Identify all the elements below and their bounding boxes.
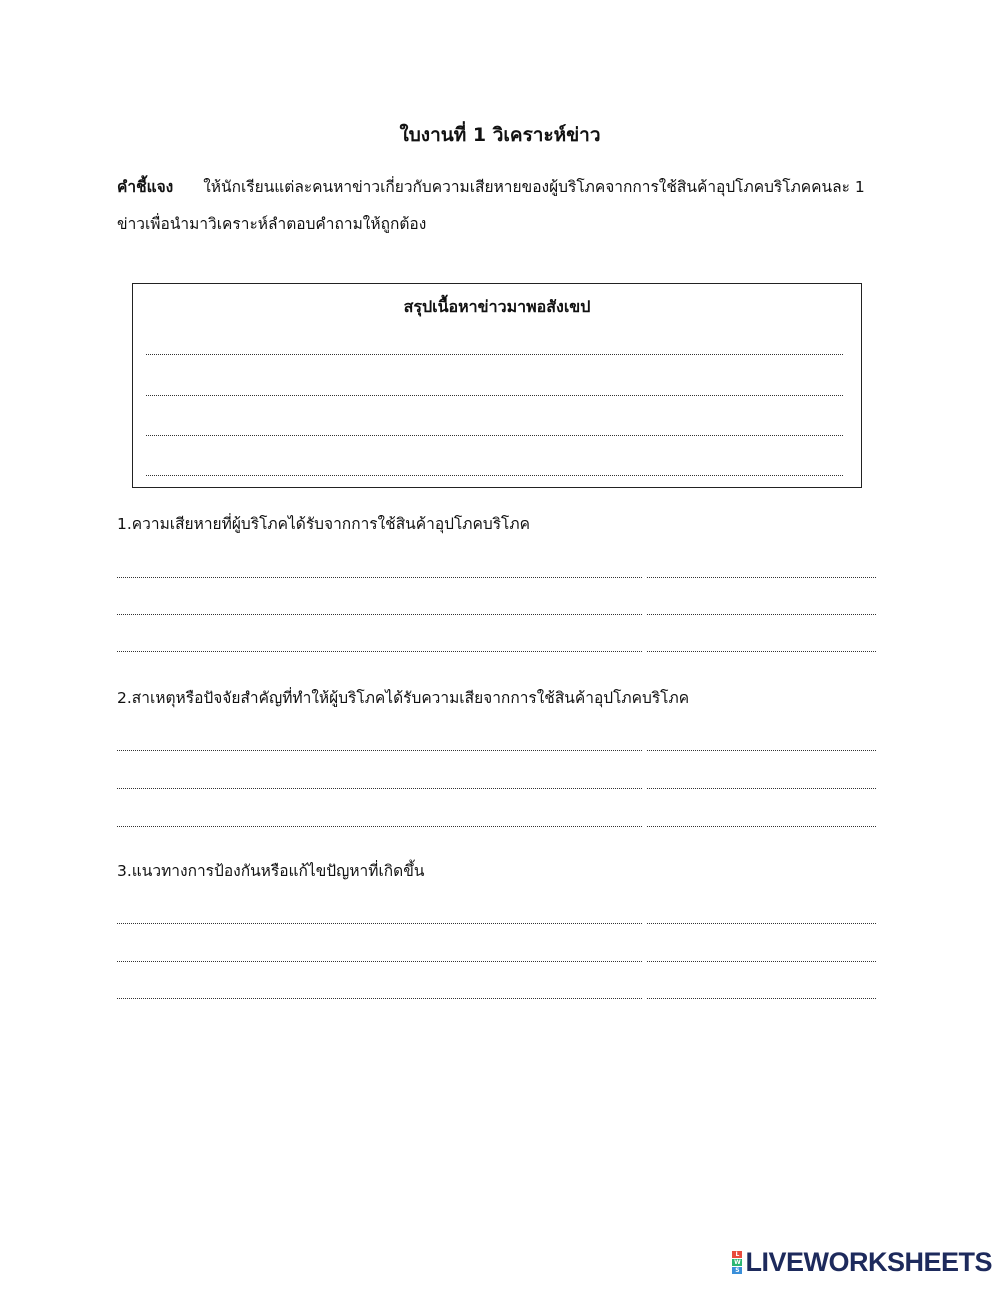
question-3-answer-line-2[interactable]: [117, 961, 876, 962]
worksheet-title: ใบงานที่ 1 วิเคราะห์ข่าว: [399, 124, 601, 146]
question-2-answer-line-2[interactable]: [117, 788, 876, 789]
question-3-answer-line-3[interactable]: [117, 998, 876, 999]
question-3-answer-line-1[interactable]: [117, 923, 876, 924]
logo-wordmark: LIVEWORKSHEETS: [745, 1247, 992, 1277]
question-1-answer-line-2[interactable]: [117, 614, 876, 615]
summary-answer-line-1[interactable]: [146, 354, 843, 355]
summary-answer-line-4[interactable]: [146, 475, 843, 476]
logo-block-l: L: [732, 1251, 742, 1258]
question-1-answer-line-3[interactable]: [117, 651, 876, 652]
instructions-line-2: ข่าวเพื่อนำมาวิเคราะห์ลำตอบคำถามให้ถูกต้อง: [117, 215, 427, 233]
logo-block-w: W: [734, 1258, 741, 1266]
question-1-label: 1.ความเสียหายที่ผู้บริโภคได้รับจากการใช้สินค้าอุปโภคบริโภค: [117, 515, 530, 533]
question-1-answer-line-1[interactable]: [117, 577, 876, 578]
liveworksheets-logo-icon: [732, 1251, 742, 1274]
instructions-line-1: [117, 175, 865, 199]
logo-block-s: S: [732, 1267, 742, 1274]
instructions-text-1: ให้นักเรียนแต่ละคนหาข่าวเกี่ยวกับความเสียหายของผู้บริโภคจากการใช้สินค้าอุปโภคบริโภคคนละ 1: [203, 178, 865, 196]
summary-heading: สรุปเนื้อหาข่าวมาพอสังเขป: [403, 297, 591, 316]
liveworksheets-logo[interactable]: [732, 1247, 992, 1277]
question-2-label: 2.สาเหตุหรือปัจจัยสำคัญที่ทำให้ผู้บริโภคได้รับความเสียจากการใช้สินค้าอุปโภคบริโภค: [117, 689, 690, 707]
question-3-label: 3.แนวทางการป้องกันหรือแก้ไขปัญหาที่เกิดขึ้น: [117, 862, 425, 880]
summary-answer-line-2[interactable]: [146, 395, 843, 396]
instructions-label: คำชี้แจง: [117, 178, 174, 196]
question-2-answer-line-3[interactable]: [117, 826, 876, 827]
summary-answer-line-3[interactable]: [146, 435, 843, 436]
question-2-answer-line-1[interactable]: [117, 750, 876, 751]
summary-box: [132, 283, 862, 488]
